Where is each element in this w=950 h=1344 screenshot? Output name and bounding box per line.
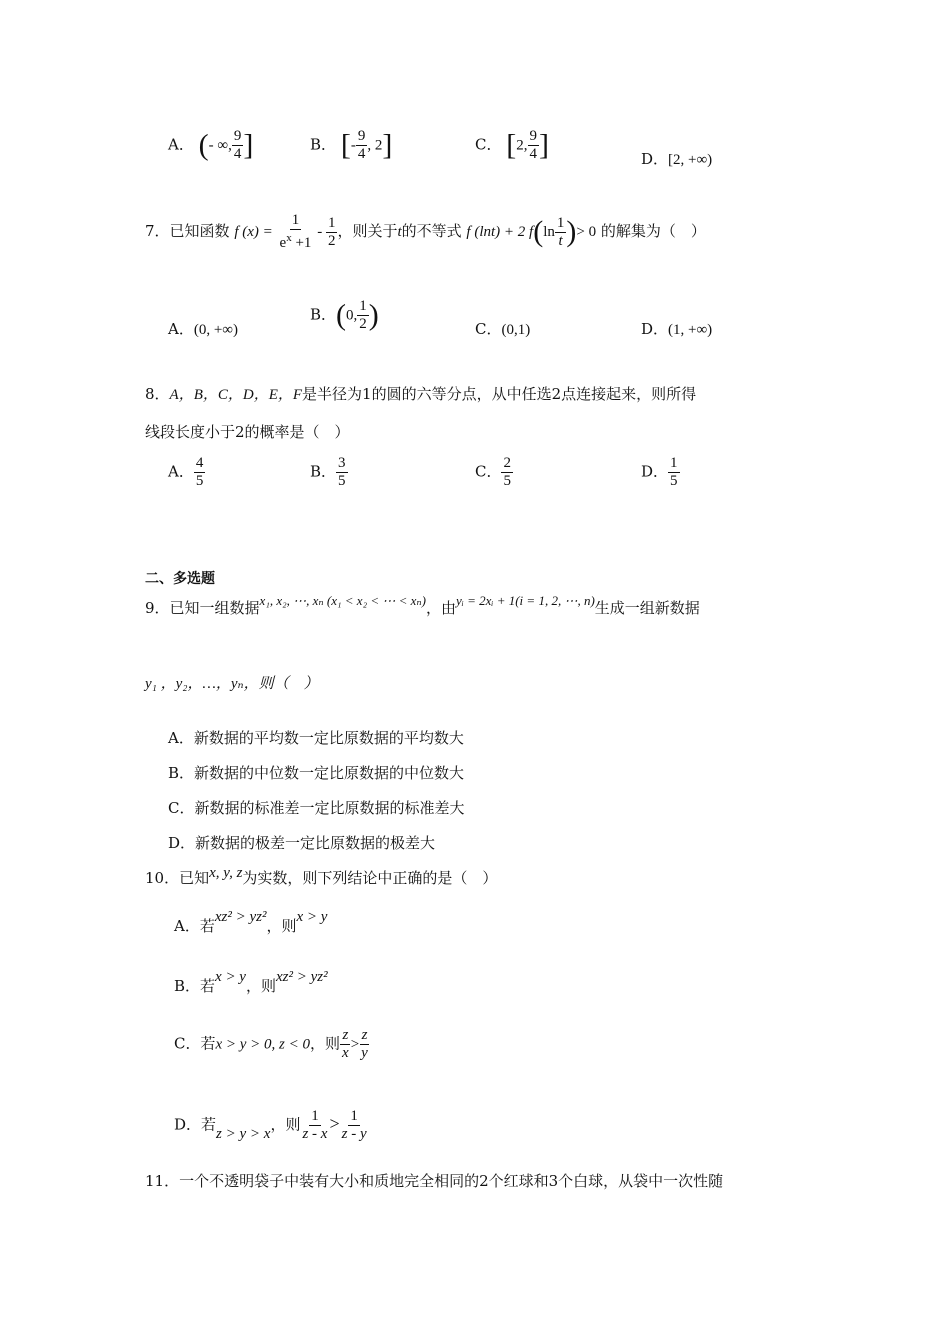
- fraction: $\frac{4}{5}$: [195, 455, 204, 489]
- q7-option-b: B．(0, $\frac{1}{2}$ ): [310, 298, 379, 332]
- q8-stem-line1: 8．A，B，C，D，E，F是半径为1的圆的六等分点，从中任选2点连接起来，则所得: [145, 385, 697, 403]
- q9-option-c: C．新数据的标准差一定比原数据的标准差大: [168, 799, 465, 817]
- fraction: $\frac{9}{4}$: [233, 128, 242, 162]
- fraction: $\frac{1}{e^x +1}$: [279, 212, 312, 251]
- fraction: $\frac{1}{2}$: [359, 298, 367, 332]
- q7-option-a: A．(0, +∞): [168, 320, 238, 338]
- q11-stem: 11．一个不透明袋子中装有大小和质地完全相同的2个红球和3个白球，从袋中一次性随: [145, 1172, 724, 1190]
- q7-option-c: C．(0,1): [475, 320, 531, 338]
- q9-option-d: D．新数据的极差一定比原数据的极差大: [168, 834, 436, 852]
- fraction: $\frac{1}{z - y}$: [341, 1108, 367, 1142]
- q8-option-c: C． $\frac{2}{5}$: [475, 455, 511, 489]
- q8-option-d: D． $\frac{1}{5}$: [641, 455, 678, 489]
- q9-stem: 9．已知一组数据x₁, x₂, ⋯, xₙ (x₁ < x₂ < ⋯ < xₙ)，由yᵢ = 2xᵢ + 1(i = 1, 2, ⋯, n)生成一组新数据: [145, 593, 700, 617]
- fraction: $\frac{2}{5}$: [503, 455, 511, 489]
- q6-option-b: B． [- $\frac{9}{4}$ , 2]: [310, 128, 393, 162]
- q10-option-a: A．若xz² > yz²，则x > y: [174, 909, 328, 935]
- q8-option-a: A． $\frac{4}{5}$: [168, 455, 204, 489]
- q9-option-a: A．新数据的平均数一定比原数据的平均数大: [168, 729, 464, 747]
- q6-option-d: D．[2, +∞): [641, 150, 713, 168]
- section-heading: 二、多选题: [145, 571, 215, 587]
- option-label: A．: [168, 135, 194, 154]
- q6-option-c: C． [2, $\frac{9}{4}$ ]: [475, 128, 550, 162]
- q9-option-b: B．新数据的中位数一定比原数据的中位数大: [168, 764, 465, 782]
- fraction: $\frac{3}{5}$: [338, 455, 346, 489]
- q7-option-d: D．(1, +∞): [641, 320, 713, 338]
- q8-option-b: B． $\frac{3}{5}$: [310, 455, 346, 489]
- q10-stem: 10．已知x, y, z为实数，则下列结论中正确的是（ ）: [145, 865, 498, 887]
- fraction: $\frac{1}{2}$: [327, 214, 336, 249]
- fraction: $\frac{9}{4}$: [529, 128, 538, 162]
- fraction: $\frac{z}{x}$: [342, 1027, 349, 1061]
- fraction: $\frac{9}{4}$: [357, 128, 366, 162]
- fraction: $\frac{1}{5}$: [670, 455, 678, 489]
- q10-option-b: B．若x > y，则xz² > yz²: [174, 969, 328, 995]
- q8-stem-line2: 线段长度小于2的概率是（ ）: [145, 423, 350, 441]
- q10-option-d: D．若z > y > x，则 $\frac{1}{z - x}$ > $\frac{1}{z - y}$: [174, 1108, 367, 1142]
- q10-option-c: C．若x > y > 0, z < 0，则 $\frac{z}{x}$ > $\frac{z}{y}$: [174, 1027, 368, 1061]
- fraction: $\frac{1}{t}$: [556, 214, 565, 249]
- fraction: $\frac{z}{y}$: [361, 1027, 368, 1061]
- q7-stem: 7．已知函数 f (x) = $\frac{1}{e^x +1}$ - $\frac{1}{2}$ ，则关于t的不等式 f (lnt) + 2 f(ln $\frac{1}{t}$ )> 0 的解集为（ ）: [145, 212, 706, 251]
- q6-option-a: A． (- ∞, $\frac{9}{4}$ ]: [168, 128, 254, 162]
- q9-stem-line2: y₁ ，y₂，…，yₙ，则（ ）: [145, 676, 319, 692]
- fraction: $\frac{1}{z - x}$: [302, 1108, 328, 1142]
